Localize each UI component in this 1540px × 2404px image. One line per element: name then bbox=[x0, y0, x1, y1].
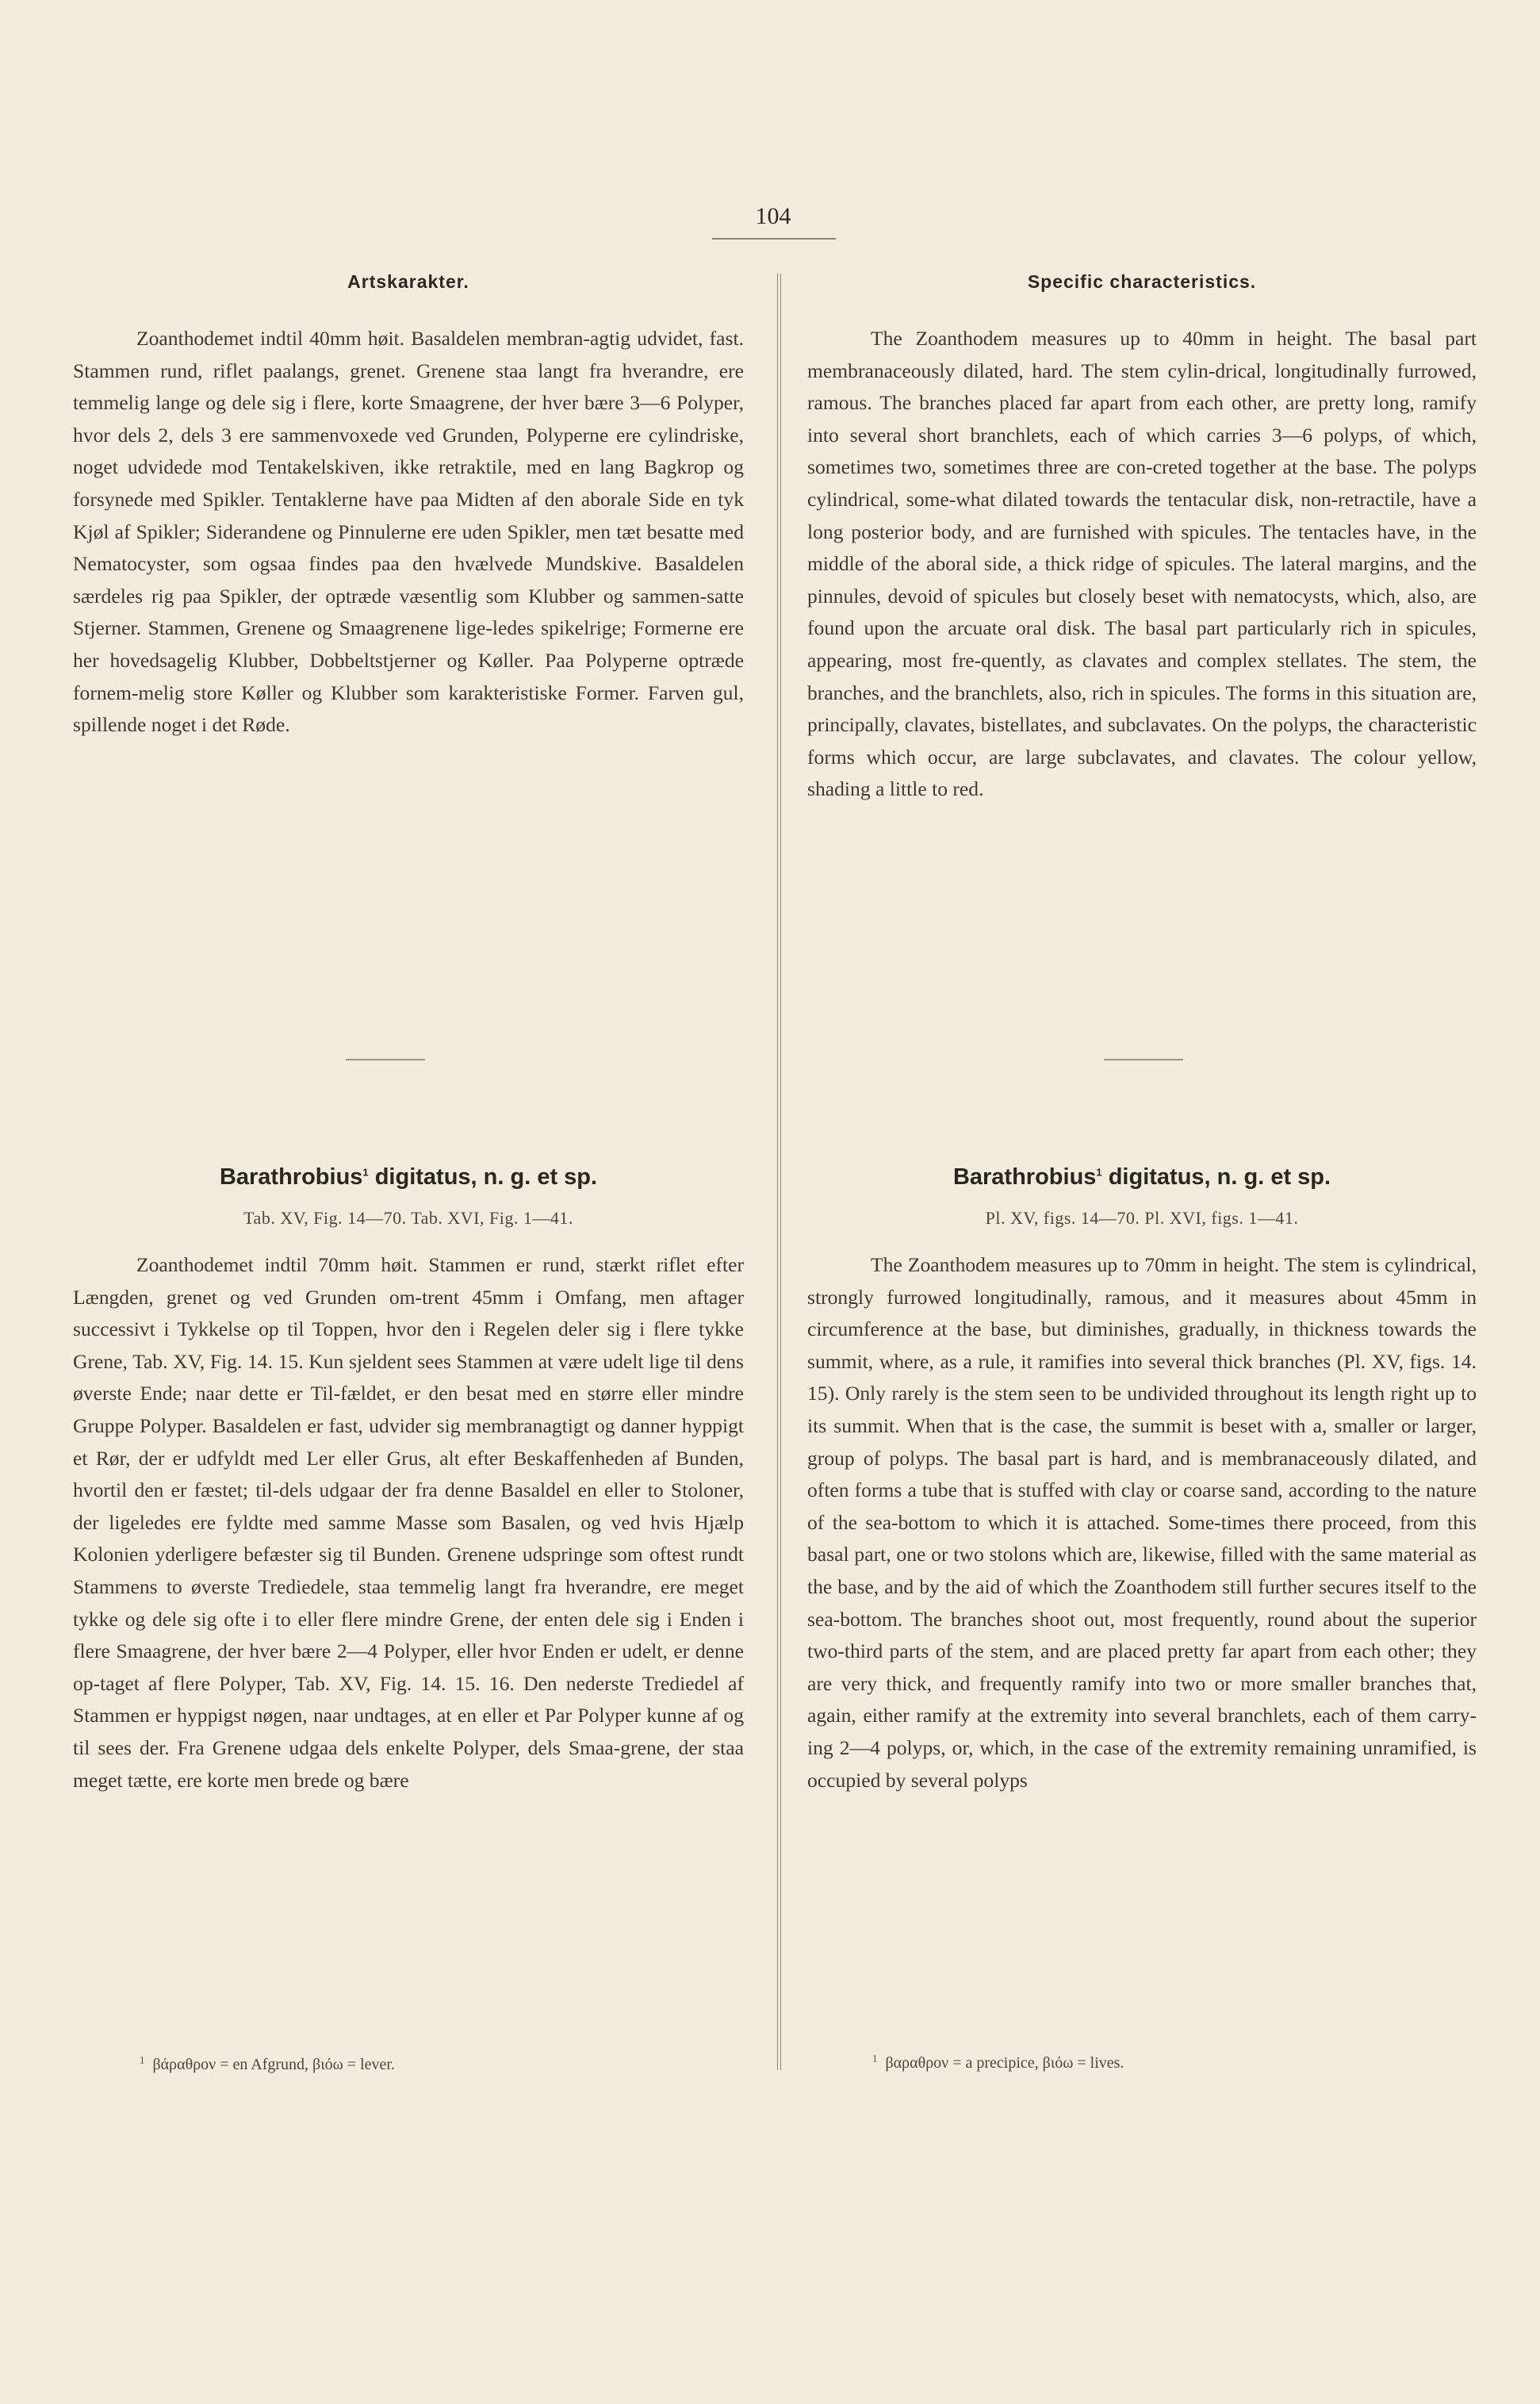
section-heading-specific-characteristics: Specific characteristics. bbox=[1027, 271, 1257, 292]
footnote-marker: 1 bbox=[1096, 1166, 1102, 1179]
specific-characteristics-paragraph: The Zoanthodem measures up to 40mm in height. The basal part membranaceously dilated, hard. The stem cylin-drical, longitudinally furrowed, ramous. The branches placed far apart from each other, are pretty long, ramify into several short branchlets, each of which carries 3—6 polyps, of which, sometimes two, sometimes three are con-creted together at the base. The polyps cylindrical, some-what dilated towards the tentacular disk, non-retractile, have a long posterior body, and are furnished with spicules. The tentacles have, in the middle of the aboral side, a thick ridge of spicules. The lateral margins, and the pinnules, devoid of spicules but closely beset with nematocysts, which, also, are found upon the arcuate oral disk. The basal part particularly rich in spicules, appearing, most fre-quently, as clavates and complex stellates. The stem, the branches, and the branchlets, also, rich in spicules. The forms in this situation are, principally, clavates, bistellates, and subclavates. On the polyps, the characteristic forms which occur, are large subclavates, and clavates. The colour yellow, shading a little to red. bbox=[807, 327, 1477, 801]
footnote-marker: 1 bbox=[362, 1166, 369, 1179]
section-heading-artskarakter: Artskarakter. bbox=[347, 271, 469, 292]
species-title-left bbox=[73, 1164, 744, 1190]
species-title-right bbox=[807, 1164, 1477, 1190]
page-number-rule bbox=[712, 238, 836, 240]
genus-name: Barathrobius bbox=[952, 1164, 1097, 1190]
plate-reference-right: Pl. XV, figs. 14—70. Pl. XVI, figs. 1—41. bbox=[985, 1208, 1299, 1228]
genus-name: Barathrobius bbox=[219, 1164, 363, 1190]
footnote-text: βαραθρον = a precipice, βιόω = lives. bbox=[885, 2054, 1124, 2072]
species-description-right: The Zoanthodem measures up to 70mm in height. The stem is cylindrical, strongly furrowed longitudinally, ramous, and it measures about 45mm in circumference at the base, but diminishes, gradually, in thickness towards the summit, where, as a rule, it ramifies into several thick branches (Pl. XV, figs. 14. 15). Only rarely is the stem seen to be undivided throughout its length right up to its summit. When that is the case, the summit is beset with a, smaller or larger, group of polyps. The basal part is hard, and is membranaceously dilated, and often forms a tube that is stuffed with clay or coarse sand, according to the nature of the sea-bottom to which it is attached. Some-times there proceed, from this basal part, one or two stolons which are, likewise, filled with the same material as the base, and by the aid of which the Zoanthodem still further secures itself to the sea-bottom. The branches shoot out, most frequently, round about the superior two-third parts of the stem, and are placed pretty far apart from each other; they are very thick, and frequently ramify into two or more smaller branches that, again, either ramify at the extremity into several branchlets, each of them carry-ing 2—4 polyps, or, which, in the case of the extremity remaining unramified, is occupied by several polyps bbox=[807, 1253, 1477, 1792]
footnote-mark: 1 bbox=[140, 2053, 145, 2066]
left-column-species bbox=[73, 1164, 744, 1796]
artskarakter-paragraph: Zoanthodemet indtil 40mm høit. Basaldelen membran-agtig udvidet, fast. Stammen rund, riflet paalangs, grenet. Grenene staa langt fra hverandre, ere temmelig lange og dele sig i flere, korte Smaagrene, der hver bære 3—6 Polyper, hvor dels 2, dels 3 ere sammenvoxede ved Grunden, Polyperne ere cylindriske, noget udvidede mod Tentakelskiven, ikke retraktile, med en lang Bagkrop og forsynede med Spikler. Tentaklerne have paa Midten af den aborale Side en tyk Kjøl af Spikler; Siderandene og Pinnulerne ere uden Spikler, men tæt besatte med Nematocyster, som ogsaa findes paa den hvælvede Mundskive. Basaldelen særdeles rig paa Spikler, der optræde væsentlig som Klubber og sammen-satte Stjerner. Stammen, Grenene og Smaagrenene lige-ledes spikelrige; Formerne ere her hovedsagelig Klubber, Dobbeltstjerner og Køller. Paa Polyperne optræde fornem-melig store Køller og Klubber som karakteristiske Former. Farven gul, spillende noget i det Røde. bbox=[73, 327, 744, 737]
species-description-left: Zoanthodemet indtil 70mm høit. Stammen er rund, stærkt riflet efter Længden, grenet og ved Grunden om-trent 45mm i Omfang, men aftager successivt i Tykkelse op til Toppen, hvor den i Regelen deler sig i flere tykke Grene, Tab. XV, Fig. 14. 15. Kun sjeldent sees Stammen at være udelt lige til dens øverste Ende; naar dette er Til-fældet, er den besat med en større eller mindre Gruppe Polyper. Basaldelen er fast, udvider sig membranagtigt og danner hyppigt et Rør, der er udfyldt med Ler eller Grus, alt efter Beskaffenheden af Bunden, hvortil den er fæstet; til-dels udgaar der fra denne Basaldel en eller to Stoloner, der ligeledes ere fyldte med samme Masse som Basalen, og ved hvis Hjælp Kolonien yderligere befæster sig til Bunden. Grenene udspringe som oftest rundt Stammens to øverste Trediedele, staa temmelig langt fra hverandre, ere meget tykke og dele sig ofte i to eller flere mindre Grene, der enten dele sig i Enden i flere Smaagrene, der hver bære 2—4 Polyper, eller hvor Enden er udelt, er denne op-taget af flere Polyper, Tab. XV, Fig. 14. 15. 16. Den nederste Trediedel af Stammen er hyppigst nøgen, naar undtages, at en eller et Par Polyper kunne af og til sees der. Fra Grenene udgaa dels enkelte Polyper, dels Smaa-grene, der staa meget tætte, ere korte men brede og bære bbox=[73, 1253, 744, 1792]
species-name: digitatus, n. g. et sp. bbox=[1101, 1164, 1331, 1190]
right-column-characteristics bbox=[807, 271, 1477, 806]
column-divider bbox=[777, 274, 781, 2070]
plate-reference-left: Tab. XV, Fig. 14—70. Tab. XVI, Fig. 1—41. bbox=[243, 1208, 573, 1228]
right-section-rule bbox=[1104, 1059, 1183, 1060]
footnote-left bbox=[140, 2053, 395, 2074]
left-section-rule bbox=[346, 1059, 425, 1060]
left-column-characteristics bbox=[73, 271, 744, 742]
footnote-right bbox=[872, 2054, 1124, 2072]
footnote-text: βάραθρον = en Afgrund, βιόω = lever. bbox=[152, 2056, 395, 2073]
species-name: digitatus, n. g. et sp. bbox=[368, 1164, 598, 1190]
right-column-species bbox=[807, 1164, 1477, 1796]
footnote-mark: 1 bbox=[872, 2052, 878, 2065]
page-number: 104 bbox=[755, 203, 791, 229]
